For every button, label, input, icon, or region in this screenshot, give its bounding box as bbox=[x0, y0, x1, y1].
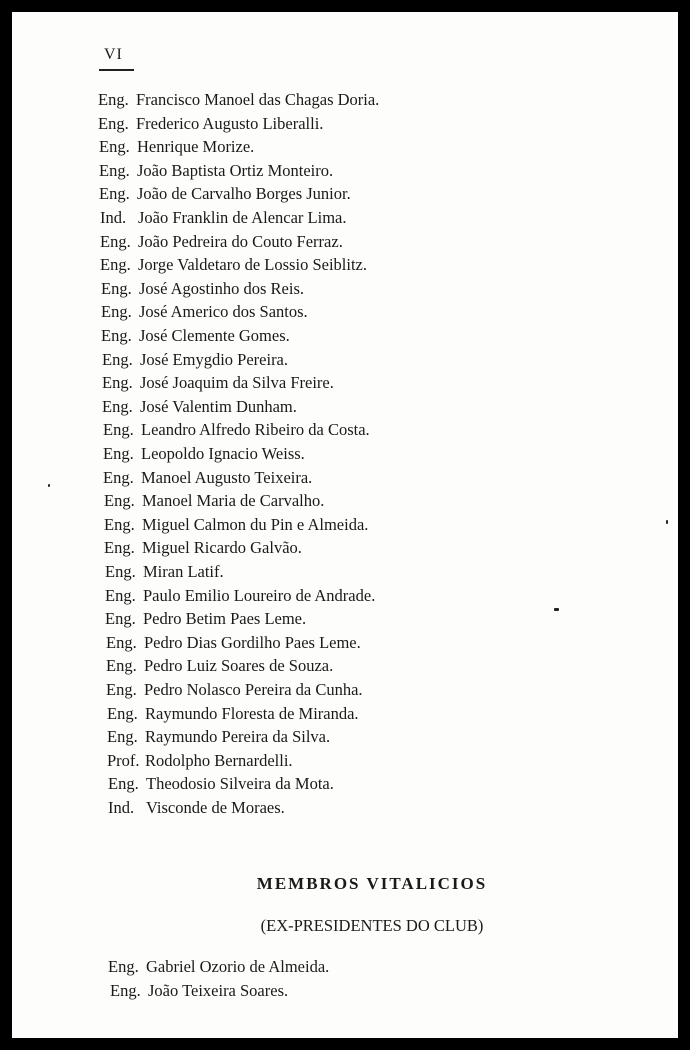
member-name: Miran Latif. bbox=[143, 562, 224, 581]
ink-speck bbox=[48, 484, 50, 487]
member-entry bbox=[103, 467, 312, 489]
member-entry bbox=[107, 726, 330, 748]
member-entry bbox=[106, 679, 363, 701]
member-name: José Joaquim da Silva Freire. bbox=[140, 373, 334, 393]
member-title: Eng. bbox=[100, 231, 131, 251]
member-name: Pedro Betim Paes Leme. bbox=[143, 609, 307, 629]
member-title: Prof. bbox=[107, 750, 140, 770]
member-name: José Emygdio Pereira. bbox=[140, 349, 289, 369]
member-name: Henrique Morize. bbox=[137, 137, 255, 157]
member-entry bbox=[99, 136, 254, 158]
member-title: Eng. bbox=[107, 727, 138, 747]
member-entry bbox=[107, 750, 293, 772]
member-name: Jorge Valdetaro de Lossio Seiblitz. bbox=[138, 255, 367, 275]
member-entry bbox=[98, 89, 379, 111]
member-name: Raymundo Pereira da Silva. bbox=[145, 727, 331, 747]
member-entry bbox=[108, 773, 334, 795]
document-page bbox=[12, 12, 678, 1038]
member-title: Eng. bbox=[104, 514, 135, 534]
member-name: João Teixeira Soares. bbox=[148, 981, 289, 1000]
ink-speck bbox=[666, 520, 668, 524]
member-entry bbox=[108, 797, 285, 819]
member-name: Rodolpho Bernardelli. bbox=[145, 750, 293, 770]
member-title: Eng. bbox=[110, 981, 141, 1000]
member-title: Eng. bbox=[103, 444, 134, 463]
member-name: Miguel Ricardo Galvão. bbox=[142, 538, 302, 558]
member-title: Eng. bbox=[105, 585, 136, 605]
member-title: Ind. bbox=[108, 798, 135, 817]
member-entry bbox=[101, 278, 304, 300]
member-title: Eng. bbox=[102, 349, 133, 369]
member-name: Paulo Emilio Loureiro de Andrade. bbox=[143, 585, 376, 605]
member-entry bbox=[110, 980, 288, 1002]
member-name: João Franklin de Alencar Lima. bbox=[138, 208, 347, 227]
member-title: Eng. bbox=[105, 609, 136, 629]
member-title: Eng. bbox=[99, 137, 130, 157]
member-title: Eng. bbox=[101, 326, 132, 345]
member-entry bbox=[104, 490, 324, 512]
member-name: Pedro Nolasco Pereira da Cunha. bbox=[144, 680, 363, 699]
member-title: Eng. bbox=[104, 538, 135, 558]
member-name: João Baptista Ortiz Monteiro. bbox=[137, 160, 334, 180]
member-name: Leopoldo Ignacio Weiss. bbox=[141, 444, 305, 463]
member-entry bbox=[104, 537, 302, 559]
member-name: José Clemente Gomes. bbox=[139, 326, 290, 345]
member-entry bbox=[105, 585, 375, 607]
section-subtitle: (EX-PRESIDENTES DO CLUB) bbox=[260, 916, 484, 935]
member-title: Eng. bbox=[98, 113, 129, 133]
member-title: Eng. bbox=[105, 562, 136, 581]
member-title: Eng. bbox=[108, 774, 139, 794]
member-title: Eng. bbox=[103, 420, 134, 440]
member-title: Eng. bbox=[107, 703, 138, 723]
member-name: Pedro Luiz Soares de Souza. bbox=[144, 656, 334, 676]
member-name: Manoel Augusto Teixeira. bbox=[141, 467, 313, 487]
member-title: Eng. bbox=[99, 160, 130, 180]
member-entry bbox=[107, 703, 359, 725]
member-name: Visconde de Moraes. bbox=[146, 798, 285, 817]
member-entry bbox=[101, 325, 290, 347]
member-name: Theodosio Silveira da Mota. bbox=[146, 774, 334, 794]
member-entry bbox=[98, 113, 323, 135]
header-rule bbox=[99, 69, 134, 71]
member-name: Manoel Maria de Carvalho. bbox=[142, 491, 325, 511]
member-entry bbox=[102, 396, 297, 418]
member-entry bbox=[101, 301, 308, 323]
member-title: Eng. bbox=[104, 491, 135, 511]
page-number: VI bbox=[104, 46, 123, 63]
member-name: Pedro Dias Gordilho Paes Leme. bbox=[144, 632, 361, 652]
member-title: Eng. bbox=[101, 302, 132, 322]
member-title: Eng. bbox=[106, 632, 137, 652]
member-name: João Pedreira do Couto Ferraz. bbox=[138, 231, 343, 251]
member-title: Eng. bbox=[98, 90, 129, 109]
member-entry bbox=[100, 254, 367, 276]
member-title: Eng. bbox=[106, 656, 137, 676]
member-entry bbox=[103, 419, 370, 441]
member-entry bbox=[103, 443, 305, 465]
member-name: Leandro Alfredo Ribeiro da Costa. bbox=[141, 420, 370, 440]
member-entry bbox=[102, 349, 288, 371]
member-title: Eng. bbox=[103, 467, 134, 487]
member-entry bbox=[106, 632, 361, 654]
member-name: Raymundo Floresta de Miranda. bbox=[145, 703, 359, 723]
member-title: Eng. bbox=[101, 278, 132, 298]
member-name: Frederico Augusto Liberalli. bbox=[136, 113, 324, 133]
member-title: Eng. bbox=[100, 255, 131, 275]
member-name: José Agostinho dos Reis. bbox=[139, 278, 305, 298]
member-name: José Valentim Dunham. bbox=[140, 396, 297, 416]
member-title: Eng. bbox=[106, 680, 137, 699]
member-entry bbox=[102, 372, 334, 394]
member-entry bbox=[108, 956, 329, 978]
member-title: Eng. bbox=[102, 396, 133, 416]
ink-speck bbox=[554, 608, 559, 611]
member-name: Miguel Calmon du Pin e Almeida. bbox=[142, 514, 369, 534]
member-entry bbox=[99, 160, 333, 182]
member-entry bbox=[105, 608, 306, 630]
member-name: Francisco Manoel das Chagas Doria. bbox=[136, 90, 380, 109]
member-entry bbox=[100, 231, 343, 253]
member-entry bbox=[100, 207, 346, 229]
member-name: Gabriel Ozorio de Almeida. bbox=[146, 957, 330, 976]
member-title: Eng. bbox=[99, 184, 130, 204]
member-entry bbox=[99, 183, 351, 205]
member-entry bbox=[105, 561, 224, 583]
member-title: Eng. bbox=[108, 957, 139, 976]
member-entry bbox=[104, 514, 368, 536]
member-title: Eng. bbox=[102, 373, 133, 393]
section-title: MEMBROS VITALICIOS bbox=[256, 874, 488, 893]
member-title: Ind. bbox=[100, 208, 127, 227]
member-entry bbox=[106, 655, 333, 677]
member-name: João de Carvalho Borges Junior. bbox=[137, 184, 351, 204]
member-name: José Americo dos Santos. bbox=[139, 302, 308, 322]
